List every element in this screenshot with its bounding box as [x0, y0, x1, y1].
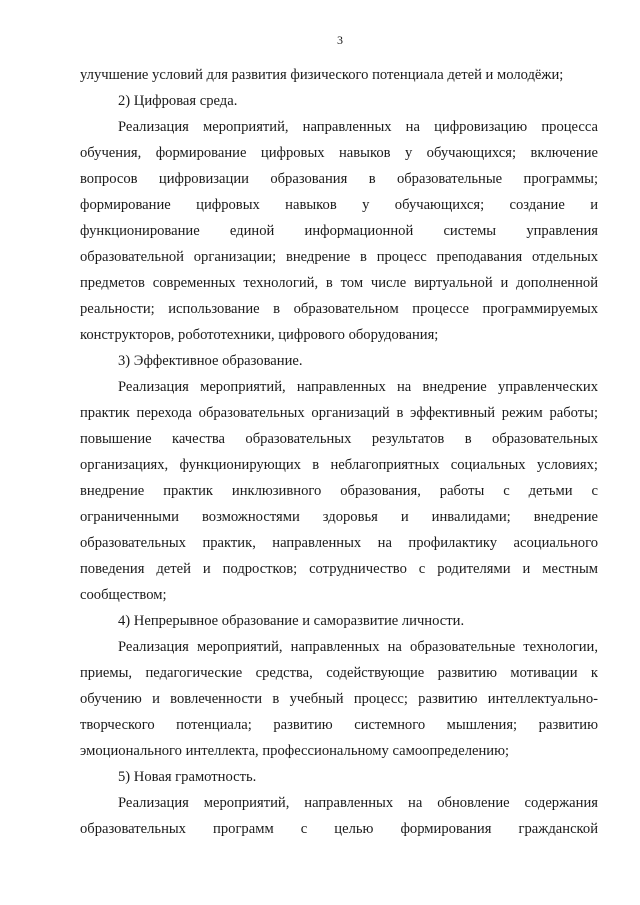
text-line: обучения, формирование цифровых навыков у обучающихся; включение: [80, 145, 598, 161]
text-line: поведения детей и подростков; сотрудничество с родителями и местным: [80, 561, 598, 577]
text-line: 4) Непрерывное образование и саморазвитие личности.: [118, 613, 465, 629]
text-line: формирование цифровых навыков у обучающихся; создание и: [80, 197, 598, 213]
text-line: образовательных программ с целью формирования гражданской: [80, 821, 598, 837]
text-line: приемы, педагогические средства, содействующие развитию мотивации к: [80, 665, 598, 681]
text-line: повышение качества образовательных результатов в образовательных: [80, 431, 598, 447]
text-line: сообществом;: [80, 587, 167, 603]
page-number: 3: [337, 33, 343, 47]
document-body: [80, 62, 598, 842]
text-line: Реализация мероприятий, направленных на образовательные технологии,: [118, 639, 598, 655]
text-line: образовательной организации; внедрение в процесс преподавания отдельных: [80, 249, 598, 265]
text-line: образовательных практик, направленных на профилактику асоциального: [80, 535, 598, 551]
text-line: 3) Эффективное образование.: [118, 353, 303, 369]
text-line: реальности; использование в образовательном процессе программируемых: [80, 301, 598, 317]
text-line: практик перехода образовательных организаций в эффективный режим работы;: [80, 405, 598, 421]
text-line: Реализация мероприятий, направленных на обновление содержания: [118, 795, 598, 811]
text-line: ограниченными возможностями здоровья и инвалидами; внедрение: [80, 509, 598, 525]
text-line: функционирование единой информационной системы управления: [80, 223, 598, 239]
text-line: творческого потенциала; развитию системного мышления; развитию: [80, 717, 598, 733]
text-line: 5) Новая грамотность.: [118, 769, 257, 785]
text-line: Реализация мероприятий, направленных на внедрение управленческих: [118, 379, 598, 395]
text-line: улучшение условий для развития физического потенциала детей и молодёжи;: [80, 67, 564, 83]
text-line: 2) Цифровая среда.: [118, 93, 238, 109]
text-line: вопросов цифровизации образования в образовательные программы;: [80, 171, 598, 187]
text-line: внедрение практик инклюзивного образования, работы с детьми с: [80, 483, 598, 499]
text-line: конструкторов, робототехники, цифрового оборудования;: [80, 327, 439, 343]
text-line: эмоционального интеллекта, профессиональному самоопределению;: [80, 743, 510, 759]
text-line: организациях, функционирующих в неблагоприятных социальных условиях;: [80, 457, 598, 473]
text-line: обучению и вовлеченности в учебный процесс; развитию интеллектуально-: [80, 691, 598, 707]
text-line: Реализация мероприятий, направленных на цифровизацию процесса: [118, 119, 598, 135]
text-line: предметов современных технологий, в том числе виртуальной и дополненной: [80, 275, 598, 291]
